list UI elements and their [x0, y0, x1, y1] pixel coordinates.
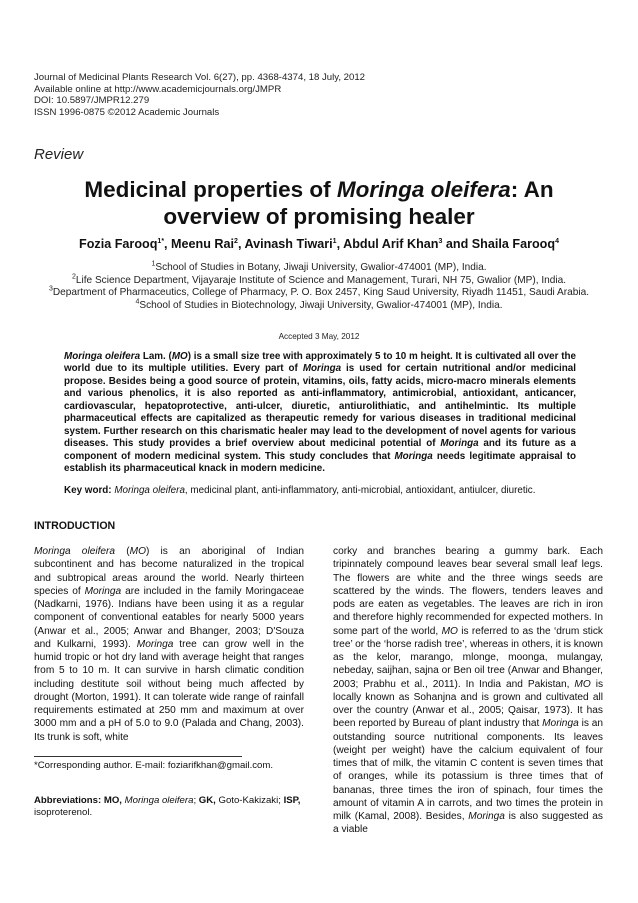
affiliation: [40, 287, 598, 300]
section-label: Review: [34, 146, 84, 163]
affiliation-sup: 4: [135, 298, 140, 306]
title-part-1: Medicinal properties of: [84, 177, 337, 202]
body-text: Moringa: [136, 638, 174, 650]
body-column-left: [34, 545, 304, 744]
abstract-text: is used for certain nutritional and/or medicinal propose. Besides being a good source of protein, vitamins, oils, fatty acids, micro-macro minerals elements and various phenolics, it is also reported as anti-inflammatory, antimicrobial, antioxidant, anticancer, cardiovascular, hepatoprotective, anti-ulcer, diuretic, antiurolithiatic, and antihelmintic. Its multiple pharmaceutical effects are capitalized as therapeutic remedy for various diseases in traditional medicinal system. Further research on this charismatic healer may lead to the development of novel agents for various diseases. This study provides a brief overview about medicinal potential of: [64, 363, 577, 450]
affiliation-text: School of Studies in Biotechnology, Jiwaji University, Gwalior-474001 (MP), India.: [139, 299, 503, 311]
body-column-right: [333, 545, 603, 837]
affiliation-sup: 3: [48, 285, 53, 293]
abstract-text: and its future as a component of modern medicinal system. This study concludes that: [64, 438, 576, 462]
abstract-text: Lam. (: [140, 351, 172, 362]
affiliation-text: School of Studies in Botany, Jiwaji University, Gwalior-474001 (MP), India.: [155, 262, 487, 273]
body-text: is an outstanding source nutritional components. Its leaves (weight per weight) have the calcium equivalent of four times that of milk, the vitamin C content is seven times that of oranges, while its potassium is three times that of bananas, three times the iron of spinach, four times the amount of vitamin A in carrots, and two times the protein in milk (Kamal, 2008). Besides,: [333, 718, 603, 822]
author-sup: 1: [157, 237, 162, 245]
author-name: Avinash Tiwari: [244, 237, 333, 251]
abstract-text: MO: [171, 351, 188, 362]
affiliation: [40, 275, 598, 288]
abbreviation-term: ISP,: [283, 795, 301, 806]
body-text: ) is an aboriginal of Indian subcontinent and has become naturalized in the tropical and subtropical areas around the world. Nearly thirteen species of: [34, 546, 304, 597]
section-heading: INTRODUCTION: [34, 520, 116, 532]
body-text: MO: [441, 625, 458, 637]
author-name: Shaila Farooq: [471, 237, 556, 251]
author-name: Meenu Rai: [171, 237, 235, 251]
abbreviation-definition: Moringa oleifera: [121, 795, 194, 806]
affiliation: [40, 300, 598, 313]
abstract-text: needs legitimate appraisal to establish its pharmaceutical knack in modern medicine.: [64, 450, 576, 475]
journal-url: Available online at http://www.academicjournals.org/JMPR: [34, 83, 282, 95]
abstract-text: Moringa oleifera: [64, 351, 141, 362]
journal-doi: DOI: 10.5897/JMPR12.279: [34, 95, 150, 107]
footnote-divider: [34, 756, 242, 757]
accepted-date: Accepted 3 May, 2012: [278, 332, 360, 341]
author-separator: ,: [237, 237, 245, 251]
author-sup: 1: [332, 237, 337, 245]
body-text: is referred to as the ‘drum stick tree’ or the ‘horse radish tree’, whereas in others, it is known as the kelor, marango, mlonge, moonga, mulangay, nebeday, saijhan, sajna or Ben oil tree (Anwar and Bhanger, 2003; Prabhu et al., 2011). In India and Pakistan,: [333, 625, 603, 690]
journal-citation: Journal of Medicinal Plants Research Vol. 6(27), pp. 4368-4374, 18 July, 2012: [34, 72, 366, 83]
title-part-2: : An overview of promising healer: [163, 177, 554, 229]
title-species: Moringa oleifera: [336, 177, 511, 202]
body-text: are included in the family Moringaceae (Nadkarni, 1976). Indians have been using it as a regular component of conventional eatables for nearly 5000 years (Anwar et al., 2005; Anwar and Bhanger, 2003; D'Souza and Kulkarni, 1993).: [34, 585, 304, 650]
keywords-species: Moringa oleifera: [111, 485, 185, 496]
abbreviations-label: Abbreviations:: [34, 795, 102, 806]
abbreviation-definition: Goto-Kakizaki;: [215, 795, 284, 806]
journal-info: [34, 72, 365, 118]
corresponding-author-note: *Corresponding author. E-mail: foziarifkhan@gmail.com.: [34, 760, 274, 771]
body-text: Moringa: [84, 585, 122, 597]
body-text: Moringa oleifera: [34, 546, 116, 557]
affiliations: [40, 262, 598, 312]
affiliation-text: Department of Pharmaceutics, College of Pharmacy, P. O. Box 2457, King Saud University, Riyadh 11451, Saudi Arabia.: [52, 287, 590, 298]
affiliation: [40, 262, 598, 275]
body-text: Moringa: [468, 811, 505, 822]
corresponding-mark: *: [161, 237, 165, 245]
keywords: [64, 485, 576, 496]
affiliation-sup: 1: [151, 260, 156, 268]
abbreviation-term: GK,: [198, 795, 216, 806]
keywords-list: , medicinal plant, anti-inflammatory, anti-microbial, antioxidant, antiulcer, diuretic.: [184, 485, 536, 496]
affiliation-sup: 2: [71, 273, 76, 281]
author-list: [34, 237, 604, 251]
author-sup: 3: [438, 237, 443, 245]
body-text: MO: [574, 678, 591, 690]
affiliation-text: Life Science Department, Vijayaraje Institute of Science and Management, Turari, NH 75, Gwalior (MP), India.: [75, 274, 567, 286]
abstract-text: Moringa: [440, 438, 479, 450]
author-separator: ,: [336, 237, 344, 251]
author-sup: 4: [555, 237, 559, 245]
body-text: corky and branches bearing a gummy bark. Each tripinnately compound leaves bear several small leaf legs. The flowers are white and the three wings seeds are scattered by the winds. The flowers, tenders leaves and pods are eaten as vegetables. The leaves are rich in iron and therefore highly recommended for expected mothers. In some part of the world,: [333, 546, 603, 637]
abbreviation-term: MO,: [101, 795, 122, 806]
author-separator: ,: [164, 237, 172, 251]
author-name: Fozia Farooq: [79, 237, 158, 251]
keywords-label: Key word:: [64, 485, 112, 496]
body-text: (: [115, 546, 130, 557]
journal-issn: ISSN 1996-0875 ©2012 Academic Journals: [34, 106, 220, 118]
author-name: Abdul Arif Khan: [343, 237, 439, 251]
author-separator: and: [442, 237, 472, 251]
abbreviation-definition: isoproterenol.: [34, 807, 93, 819]
body-text: is also suggested as a viable: [333, 811, 603, 836]
abstract-text: Moringa: [302, 363, 342, 375]
body-text: is locally known as Sohanjna and is grown and cultivated all over the country (Anwar et al., 2005; Qaisar, 1973). It has been reported by Bureau of plant industry that: [333, 678, 603, 730]
body-text: MO: [129, 546, 146, 557]
author-sup: 2: [234, 237, 238, 245]
abbreviation-separator: ;: [193, 795, 199, 806]
body-text: tree can grow well in the humid tropic or hot dry land with average height that ranges from 5 to 10 m. It can survive in harsh climatic condition including destitute soil without being much affected by drought (Morton, 1991). It can tolerate wide range of rainfall requirements estimated at 250 mm and maximum at over 3000 mm and a pH of 5.0 to 9.0 (Palada and Chang, 2003). Its trunk is soft, white: [34, 638, 304, 743]
abstract-text: Moringa: [394, 450, 433, 462]
abbreviations: [34, 795, 304, 819]
paper-title: [34, 176, 604, 230]
abstract-text: ) is a small size tree with approximately 5 to 10 m height. It is cultivated all over the world due to its multiple utilities. Every part of: [64, 351, 577, 375]
body-text: Moringa: [542, 718, 579, 730]
abstract: [64, 351, 576, 476]
